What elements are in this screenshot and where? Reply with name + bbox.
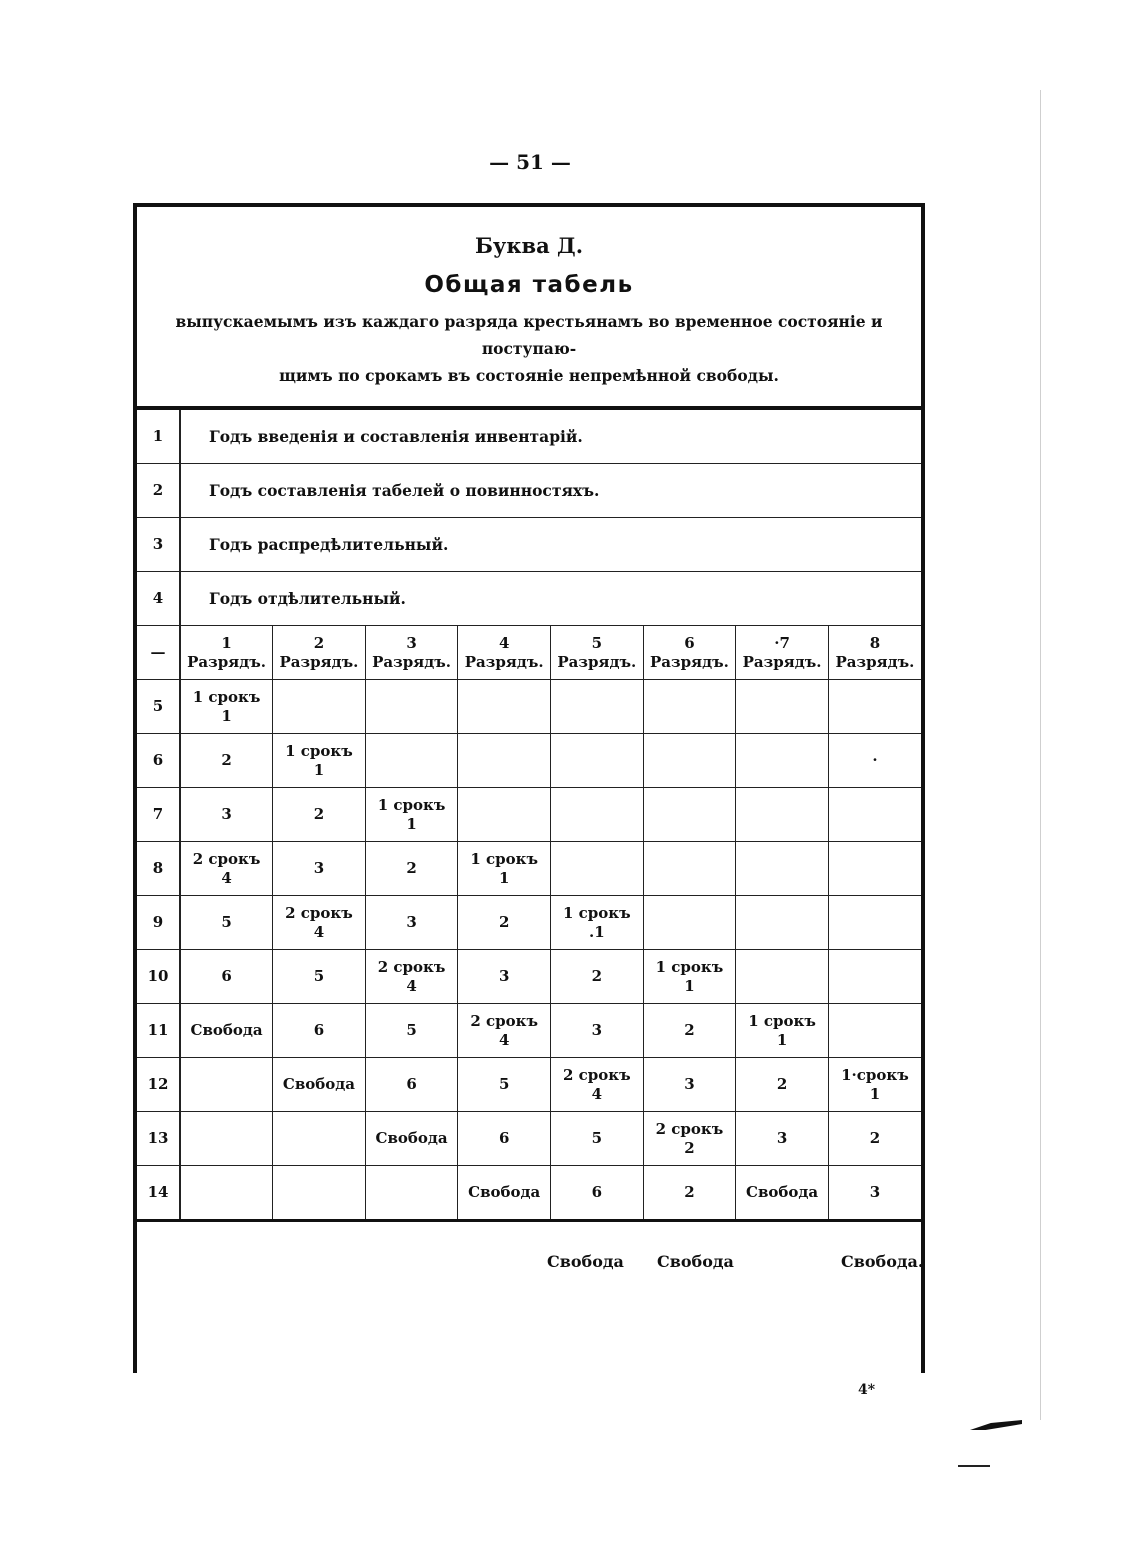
table-cell [643, 1112, 736, 1166]
table-cell [643, 680, 736, 734]
row-number: — [137, 626, 180, 680]
table-cell [736, 842, 829, 896]
category-header [180, 626, 273, 680]
table-cell [458, 680, 551, 734]
table-cell [736, 1058, 829, 1112]
cell-line: 5 [498, 1075, 510, 1093]
table-cell [273, 734, 366, 788]
table-cell [365, 950, 458, 1004]
cell-line: 5 [313, 967, 325, 985]
table-cell [643, 950, 736, 1004]
table-cell [736, 950, 829, 1004]
table-row [137, 950, 921, 1004]
cell-line: 2 [591, 967, 603, 985]
cell-line: Свобода [468, 1183, 541, 1201]
table-cell [828, 734, 921, 788]
cell-line: 1 срокъ [377, 795, 446, 814]
table-row [137, 1004, 921, 1058]
cell-line: 2 [406, 859, 417, 877]
cell-line: 4 [591, 1084, 603, 1103]
table-row [137, 1166, 921, 1221]
cell-line: 1 [406, 814, 417, 833]
cell-line: 2 [684, 1183, 695, 1201]
cell-line: 2 срокъ [285, 903, 353, 922]
cell-line: Свобода [190, 1021, 263, 1039]
category-number: 3 [406, 633, 417, 652]
category-header [643, 626, 736, 680]
table-cell [273, 896, 366, 950]
table-cell [736, 734, 829, 788]
table-cell [551, 788, 644, 842]
cell-line: 3 [776, 1129, 788, 1147]
table-cell [643, 896, 736, 950]
cell-line: 3 [313, 859, 325, 877]
table-cell [458, 734, 551, 788]
cell-line: 6 [221, 967, 232, 985]
category-label: Разрядъ. [372, 652, 451, 671]
cell-line: 1 срокъ [748, 1011, 816, 1030]
year-row [137, 572, 921, 626]
cell-line: 3 [221, 805, 232, 823]
table-row [137, 1112, 921, 1166]
table-cell [273, 1112, 366, 1166]
table-row [137, 842, 921, 896]
table-cell [273, 1058, 366, 1112]
footer-note: Свобода [657, 1252, 734, 1271]
category-header [273, 626, 366, 680]
table-cell [643, 1166, 736, 1221]
cell-line: 2 [313, 805, 325, 823]
table-cell [273, 788, 366, 842]
cell-line: 3 [684, 1075, 695, 1093]
row-number: 13 [137, 1112, 180, 1166]
letter-title: Буква Д. [474, 233, 584, 258]
category-number: 5 [591, 633, 603, 652]
cell-line: 1 [498, 868, 510, 887]
table-cell [828, 788, 921, 842]
cell-line: 1 [221, 706, 232, 725]
table-cell [736, 1166, 829, 1221]
table-cell [828, 1112, 921, 1166]
cell-line: 1 срокъ [192, 687, 261, 706]
table-frame [133, 203, 925, 1373]
category-label: Разрядъ. [279, 652, 359, 671]
table-cell [458, 1058, 551, 1112]
category-number: 4 [498, 633, 510, 652]
cell-line: · [872, 751, 878, 769]
table-cell [273, 1004, 366, 1058]
category-header [458, 626, 551, 680]
table-cell [180, 680, 273, 734]
table-cell [551, 1004, 644, 1058]
table-cell [365, 842, 458, 896]
table-cell [365, 1166, 458, 1221]
footer-note: Свобода [547, 1252, 624, 1271]
table-row [137, 680, 921, 734]
table-cell [365, 680, 458, 734]
category-header [736, 626, 829, 680]
table-cell [458, 788, 551, 842]
cell-line: 2 [684, 1138, 695, 1157]
cell-line: 2 срокъ [655, 1119, 724, 1138]
cell-line: 4 [313, 922, 325, 941]
table-cell [458, 1166, 551, 1221]
table-cell [643, 734, 736, 788]
year-description: Годъ распредѣлительный. [180, 518, 921, 572]
page-edge-line [1040, 90, 1041, 1420]
subtitle-line-2: щимъ по срокамъ въ состояніе непремѣнной свободы. [279, 366, 779, 385]
table-cell [828, 896, 921, 950]
table-cell [828, 1166, 921, 1221]
table-row [137, 734, 921, 788]
table-cell [643, 1004, 736, 1058]
cell-line: 4 [221, 868, 232, 887]
row-number: 12 [137, 1058, 180, 1112]
table-cell [180, 842, 273, 896]
category-label: Разрядъ. [557, 652, 637, 671]
category-label: Разрядъ. [742, 652, 822, 671]
table-cell [365, 1058, 458, 1112]
table-cell [736, 1004, 829, 1058]
cell-line: 6 [313, 1021, 325, 1039]
table-row [137, 1058, 921, 1112]
table-cell [180, 1112, 273, 1166]
year-row [137, 410, 921, 464]
cell-line: 3 [869, 1183, 881, 1201]
cell-line: 2 [869, 1129, 881, 1147]
row-number: 4 [137, 572, 180, 626]
table-cell [180, 788, 273, 842]
table-row [137, 788, 921, 842]
cell-line: 2 срокъ [563, 1065, 631, 1084]
cell-line: 3 [498, 967, 510, 985]
signature-mark: 4* [858, 1382, 876, 1398]
row-number: 7 [137, 788, 180, 842]
table-cell [458, 950, 551, 1004]
schedule-table [137, 410, 921, 1222]
table-cell [458, 1112, 551, 1166]
category-number: 8 [869, 633, 881, 652]
table-cell [458, 842, 551, 896]
table-cell [643, 788, 736, 842]
table-cell [365, 788, 458, 842]
cell-line: Свобода [282, 1075, 355, 1093]
cell-line: 2 срокъ [192, 849, 261, 868]
table-cell [458, 896, 551, 950]
cell-line: 2 [221, 751, 232, 769]
table-cell [365, 734, 458, 788]
row-number: 11 [137, 1004, 180, 1058]
table-cell [180, 1058, 273, 1112]
table-cell [736, 896, 829, 950]
year-description: Годъ введенія и составленія инвентарій. [180, 410, 921, 464]
cell-line: Свобода [746, 1183, 819, 1201]
cell-line: 1 [869, 1084, 881, 1103]
cell-line: 3 [406, 913, 417, 931]
table-cell [828, 1004, 921, 1058]
table-cell [551, 1058, 644, 1112]
category-label: Разрядъ. [835, 652, 915, 671]
page-number: — 51 — [489, 150, 571, 174]
table-cell [828, 842, 921, 896]
subtitle-line-1: выпускаемымъ изъ каждаго разряда крестьянамъ во временное состояніе и поступаю- [175, 312, 883, 358]
category-header [551, 626, 644, 680]
cell-line: 1 [684, 976, 695, 995]
table-cell [180, 950, 273, 1004]
cell-line: 1 [776, 1030, 788, 1049]
table-cell [551, 680, 644, 734]
scan-artifact-dash [958, 1465, 990, 1467]
table-cell [273, 842, 366, 896]
table-cell [828, 680, 921, 734]
cell-line: 2 [684, 1021, 695, 1039]
category-number: 2 [313, 633, 325, 652]
row-number: 8 [137, 842, 180, 896]
subtitle [143, 308, 915, 389]
cell-line: 5 [221, 913, 232, 931]
table-cell [736, 680, 829, 734]
table-cell [736, 1112, 829, 1166]
cell-line: 1·срокъ [841, 1065, 909, 1084]
table-cell [273, 680, 366, 734]
cell-line: 1 срокъ [470, 849, 538, 868]
row-number: 2 [137, 464, 180, 518]
table-cell [180, 896, 273, 950]
table-cell [180, 1004, 273, 1058]
cell-line: 6 [591, 1183, 603, 1201]
category-number: 1 [221, 633, 232, 652]
cell-line: 6 [406, 1075, 417, 1093]
table-cell [551, 1166, 644, 1221]
table-cell [551, 1112, 644, 1166]
table-cell [180, 734, 273, 788]
table-cell [828, 950, 921, 1004]
cell-line: 2 срокъ [377, 957, 446, 976]
year-row [137, 518, 921, 572]
row-number: 6 [137, 734, 180, 788]
row-number: 10 [137, 950, 180, 1004]
row-number: 3 [137, 518, 180, 572]
year-description: Годъ составленія табелей о повинностяхъ. [180, 464, 921, 518]
footer-notes [137, 1222, 924, 1322]
table-cell [736, 788, 829, 842]
cell-line: 4 [406, 976, 417, 995]
category-header-row [137, 626, 921, 680]
category-number: ·7 [774, 633, 790, 652]
cell-line: 2 срокъ [470, 1011, 538, 1030]
category-label: Разрядъ. [187, 652, 266, 671]
cell-line: 2 [498, 913, 510, 931]
category-number: 6 [684, 633, 695, 652]
cell-line: 1 [313, 760, 325, 779]
category-label: Разрядъ. [464, 652, 544, 671]
category-header [828, 626, 921, 680]
table-cell [551, 734, 644, 788]
cell-line: 1 срокъ [655, 957, 724, 976]
row-number: 14 [137, 1166, 180, 1221]
table-cell [273, 1166, 366, 1221]
cell-line: 3 [591, 1021, 603, 1039]
cell-line: Свобода [375, 1129, 448, 1147]
row-number: 5 [137, 680, 180, 734]
year-description: Годъ отдѣлительный. [180, 572, 921, 626]
cell-line: 6 [498, 1129, 510, 1147]
table-cell [551, 842, 644, 896]
table-cell [643, 842, 736, 896]
category-header [365, 626, 458, 680]
table-cell [365, 1004, 458, 1058]
table-row [137, 896, 921, 950]
cell-line: 1 срокъ [285, 741, 353, 760]
table-header [137, 207, 921, 410]
row-number: 1 [137, 410, 180, 464]
category-label: Разрядъ. [650, 652, 729, 671]
cell-line: 5 [406, 1021, 417, 1039]
cell-line: 5 [591, 1129, 603, 1147]
cell-line: 1 срокъ [563, 903, 631, 922]
table-cell [828, 1058, 921, 1112]
table-cell [365, 896, 458, 950]
table-cell [551, 896, 644, 950]
year-row [137, 464, 921, 518]
table-cell [458, 1004, 551, 1058]
table-cell [643, 1058, 736, 1112]
footer-note: Свобода. [841, 1252, 924, 1271]
table-cell [180, 1166, 273, 1221]
cell-line: 4 [498, 1030, 510, 1049]
table-cell [273, 950, 366, 1004]
table-cell [551, 950, 644, 1004]
row-number: 9 [137, 896, 180, 950]
cell-line: .1 [588, 922, 605, 941]
scan-artifact [970, 1420, 1022, 1430]
cell-line: 2 [776, 1075, 788, 1093]
main-title: Общая табель [424, 272, 634, 298]
table-cell [365, 1112, 458, 1166]
